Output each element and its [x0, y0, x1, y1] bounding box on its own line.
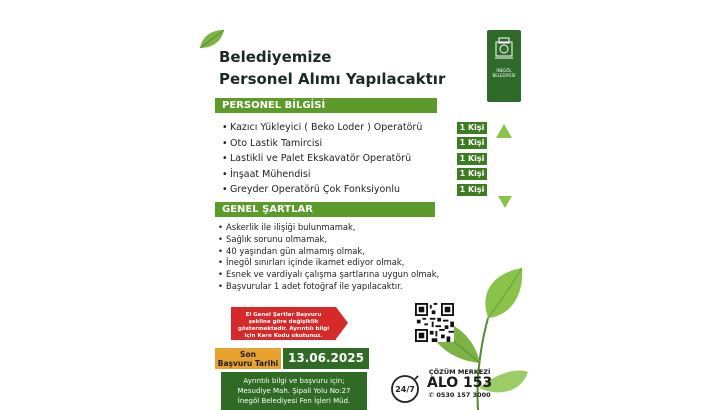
- job-name: Lastikli ve Palet Ekskavatör Operatörü: [230, 153, 412, 165]
- count-badge: 1 Kişi: [457, 137, 487, 149]
- title-line-2: Personel Alımı Yapılacaktır: [219, 70, 446, 88]
- list-item: • Esnek ve vardiyalı çalışma şartlarına uygun olmak,: [218, 269, 440, 280]
- requirements-heading: GENEL ŞARTLAR: [215, 202, 435, 217]
- list-item: • Sağlık sorunu olmamak,: [218, 233, 327, 244]
- triangle-down-icon: [498, 196, 512, 208]
- job-name: İnşaat Mühendisi: [230, 168, 311, 180]
- title-line-1: Belediyemize: [219, 48, 332, 66]
- contact-box: [221, 372, 367, 410]
- job-name: Greyder Operatörü Çok Fonksiyonlu: [230, 184, 401, 196]
- count-badge: 1 Kişi: [457, 153, 487, 165]
- list-item: • Askerlik ile ilişiği bulunmamak,: [218, 222, 356, 232]
- count-badge: 1 Kişi: [457, 168, 487, 180]
- personnel-heading: PERSONEL BİLGİSİ: [215, 98, 437, 113]
- solution-center-label: ÇÖZÜM MERKEZİ: [428, 368, 491, 376]
- seal-text-1: İNEGÖL: [496, 68, 512, 73]
- contact-line-1: Ayrıntılı bilgi ve başvuru için;: [243, 377, 345, 385]
- job-name: Oto Lastik Tamircisi: [230, 137, 323, 149]
- deadline-label: Son Başvuru Tarihi: [215, 348, 281, 369]
- notice-box: El Genel Şartlar Başvuru şekline göre değişiklik göstermektedir. Ayrıntılı bilgi için Kare Kodu okutunuz.: [231, 307, 336, 340]
- qr-code-icon[interactable]: [415, 303, 454, 342]
- phone-number[interactable]: ✆ 0530 157 3000: [428, 391, 491, 399]
- svg-text:24/7: 24/7: [395, 385, 415, 394]
- solution-center: [427, 368, 492, 399]
- list-item: • 40 yaşından gün almamış olmak,: [218, 245, 365, 256]
- list-item: • Oto Lastik Tamircisi 1 Kişi: [222, 136, 487, 152]
- arrow-right-icon: [336, 307, 348, 339]
- list-item: • Kazıcı Yükleyici ( Beko Loder ) Operatörü 1 Kişi: [222, 120, 487, 136]
- list-item: • Lastikli ve Palet Ekskavatör Operatörü 1 Kişi: [222, 151, 487, 167]
- list-item: • Greyder Operatörü Çok Fonksiyonlu 1 Kişi: [222, 182, 487, 198]
- list-item: • Başvurular 1 adet fotoğraf ile yapılacaktır.: [218, 280, 403, 291]
- job-name: Kazıcı Yükleyici ( Beko Loder ) Operatörü: [230, 122, 423, 134]
- clock-24-7-icon: [390, 374, 420, 404]
- list-item: • İnşaat Mühendisi 1 Kişi: [222, 167, 487, 183]
- count-badge: 1 Kişi: [457, 184, 487, 196]
- list-item: • İnegöl sınırları içinde ikamet ediyor olmak,: [218, 257, 405, 268]
- count-badge: 1 Kişi: [457, 122, 487, 134]
- contact-line-2: Mesudiye Mah. Şipali Yolu No:27: [237, 387, 351, 395]
- triangle-up-icon: [496, 124, 512, 138]
- deadline-date: 13.06.2025: [283, 348, 369, 369]
- contact-line-3: İnegöl Belediyesi Fen İşleri Müd.: [237, 397, 351, 405]
- seal-text-2: BELEDİYESİ: [492, 73, 516, 78]
- job-list: [222, 120, 487, 198]
- page-title: [219, 46, 445, 90]
- hotline-number[interactable]: ALO 153: [427, 375, 493, 391]
- municipality-seal: [487, 30, 521, 102]
- emblem-icon: [493, 36, 515, 62]
